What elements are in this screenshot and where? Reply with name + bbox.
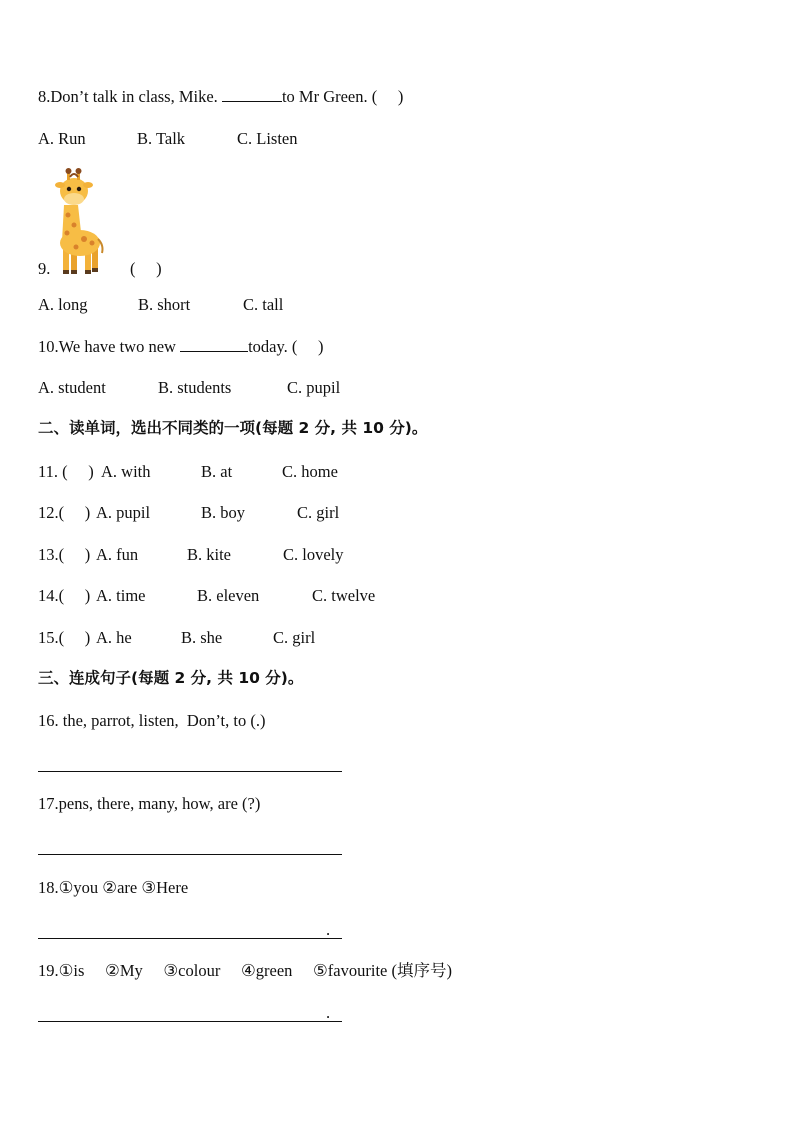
option-b: B. kite bbox=[187, 545, 231, 564]
option-c: C. twelve bbox=[312, 586, 376, 605]
answer-line-17[interactable] bbox=[38, 853, 342, 855]
question-text: We have two new bbox=[58, 337, 181, 356]
question-12-prefix[interactable]: 12.( ) bbox=[38, 503, 91, 522]
question-text: Don’t talk in class, Mike. bbox=[50, 87, 222, 106]
option-a: A. student bbox=[38, 378, 106, 397]
option-c: C. tall bbox=[243, 295, 284, 314]
answer-line-18[interactable] bbox=[38, 937, 342, 939]
answer-line-19[interactable] bbox=[38, 1020, 342, 1022]
question-11-prefix[interactable]: 11. ( ) bbox=[38, 462, 94, 481]
option-c: C. lovely bbox=[283, 545, 344, 564]
question-17-text: 17.pens, there, many, how, are (?) bbox=[38, 794, 261, 813]
question-9-number: 9. bbox=[38, 259, 51, 278]
answer-line-16[interactable] bbox=[38, 770, 342, 772]
option-a: A. he bbox=[96, 628, 132, 647]
question-number: 10. bbox=[38, 337, 59, 356]
answer-blank[interactable] bbox=[222, 89, 282, 102]
option-b: B. at bbox=[201, 462, 233, 481]
option-a: A. with bbox=[101, 462, 151, 481]
question-text-end: to Mr Green. ( ) bbox=[281, 87, 404, 106]
answer-parentheses[interactable]: ( ) bbox=[130, 259, 162, 278]
option-b: B. boy bbox=[201, 503, 246, 522]
option-b: B. eleven bbox=[197, 586, 260, 605]
section-3-heading: 三、连成句子(每题 2 分, 共 10 分)。 bbox=[38, 669, 304, 687]
option-c: C. girl bbox=[297, 503, 340, 522]
question-15-prefix[interactable]: 15.( ) bbox=[38, 628, 91, 647]
option-a: A. time bbox=[96, 586, 146, 605]
option-a: A. pupil bbox=[96, 503, 151, 522]
answer-blank[interactable] bbox=[180, 339, 248, 352]
question-18-text: 18.①you ②are ③Here bbox=[38, 878, 189, 897]
question-19-text: 19.①is ②My ③colour ④green ⑤favourite (填序号) bbox=[38, 961, 452, 980]
giraffe-illustration bbox=[54, 165, 106, 277]
option-b: B. Talk bbox=[137, 129, 186, 148]
option-b: B. she bbox=[181, 628, 223, 647]
question-16-text: 16. the, parrot, listen, Don’t, to (.) bbox=[38, 711, 266, 730]
option-a: A. Run bbox=[38, 129, 86, 148]
option-a: A. fun bbox=[96, 545, 139, 564]
option-a: A. long bbox=[38, 295, 88, 314]
question-text-end: today. ( ) bbox=[248, 337, 324, 356]
question-14-prefix[interactable]: 14.( ) bbox=[38, 586, 91, 605]
section-2-heading: 二、读单词，选出不同类的一项(每题 2 分, 共 10 分)。 bbox=[38, 419, 428, 437]
question-10 bbox=[38, 339, 324, 356]
question-number: 8. bbox=[38, 87, 51, 106]
question-13-prefix[interactable]: 13.( ) bbox=[38, 545, 91, 564]
option-c: C. home bbox=[282, 462, 338, 481]
question-8 bbox=[38, 89, 403, 106]
option-b: B. short bbox=[138, 295, 191, 314]
option-c: C. Listen bbox=[237, 129, 298, 148]
option-b: B. students bbox=[158, 378, 232, 397]
option-c: C. girl bbox=[273, 628, 316, 647]
end-period: . bbox=[326, 920, 331, 939]
end-period: . bbox=[326, 1003, 331, 1022]
option-c: C. pupil bbox=[287, 378, 341, 397]
